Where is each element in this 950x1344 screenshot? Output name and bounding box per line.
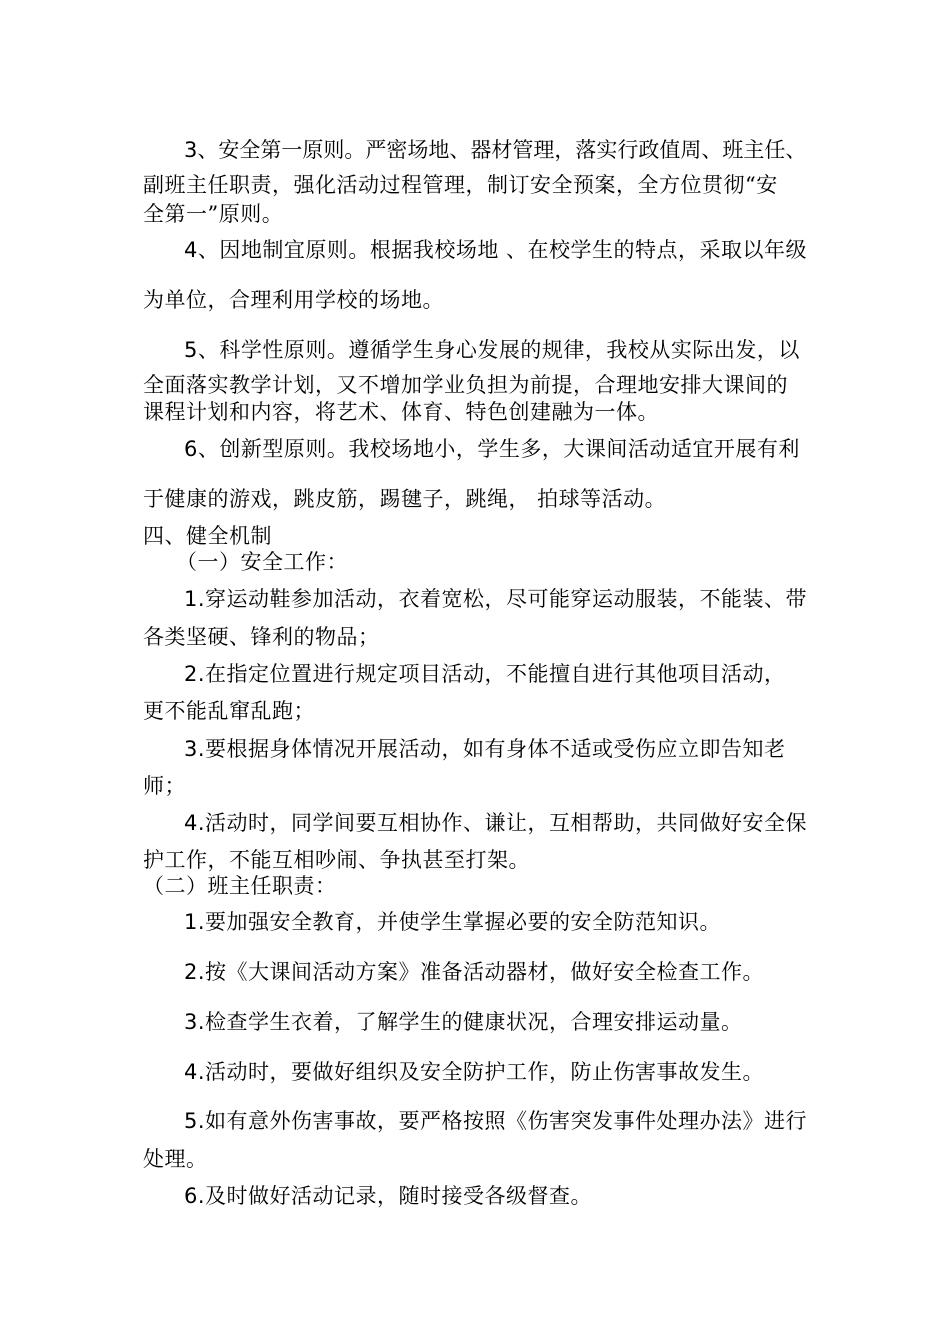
text-line: 课程计划和内容，将艺术、体育、特色创建融为一体。 xyxy=(143,400,659,424)
text-line: 全面落实教学计划，又不增加学业负担为前提，合理地安排大课间的 xyxy=(143,373,788,397)
text-line: 各类坚硬、锋利的物品； xyxy=(143,625,380,649)
text-line: 副班主任职责，强化活动过程管理，制订安全预案，全方位贯彻“安 xyxy=(143,173,778,197)
section-heading: 四、健全机制 xyxy=(143,524,272,548)
teacher-item-2: 2.按《大课间活动方案》准备活动器材，做好安全检查工作。 xyxy=(184,960,765,984)
text-line: 6、创新型原则。我校场地小，学生多，大课间活动适宜开展有利 xyxy=(184,437,800,461)
text-line: 更不能乱窜乱跑； xyxy=(143,699,315,723)
text-line: 1.穿运动鞋参加活动，衣着宽松，尽可能穿运动服装，不能装、带 xyxy=(184,587,808,611)
text-line: 4.活动时，同学间要互相协作、谦让，互相帮助，共同做好安全保 xyxy=(184,811,808,835)
text-line: 3、安全第一原则。严密场地、器材管理，落实行政值周、班主任、 xyxy=(184,138,807,162)
text-line: 4、因地制宜原则。根据我校场地 、在校学生的特点，采取以年级 xyxy=(184,238,808,262)
text-line: 2.在指定位置进行规定项目活动，不能擅自进行其他项目活动， xyxy=(184,662,786,686)
subsection-heading-safety: （一）安全工作： xyxy=(176,550,348,574)
teacher-item-1: 1.要加强安全教育，并使学生掌握必要的安全防范知识。 xyxy=(184,910,722,934)
teacher-item-3: 3.检查学生衣着，了解学生的健康状况，合理安排运动量。 xyxy=(184,1010,743,1034)
text-line: 3.要根据身体情况开展活动，如有身体不适或受伤应立即告知老 xyxy=(184,737,786,761)
text-line: 护工作，不能互相吵闹、争执甚至打架。 xyxy=(143,848,530,872)
teacher-item-4: 4.活动时，要做好组织及安全防护工作，防止伤害事故发生。 xyxy=(184,1060,765,1084)
text-line: 于健康的游戏，跳皮筋，踢毽子，跳绳， 拍球等活动。 xyxy=(143,487,667,511)
text-line: 5、科学性原则。遵循学生身心发展的规律，我校从实际出发，以 xyxy=(184,338,800,362)
text-line: 处理。 xyxy=(143,1147,208,1171)
teacher-item-6: 6.及时做好活动记录，随时接受各级督查。 xyxy=(184,1184,593,1208)
subsection-heading-teacher: （二）班主任职责： xyxy=(143,874,337,898)
text-line: 师； xyxy=(143,774,186,798)
text-line: 为单位，合理利用学校的场地。 xyxy=(143,288,444,312)
text-line: 5.如有意外伤害事故，要严格按照《伤害突发事件处理办法》进行 xyxy=(184,1109,808,1133)
text-line: 全第一”原则。 xyxy=(143,202,284,226)
